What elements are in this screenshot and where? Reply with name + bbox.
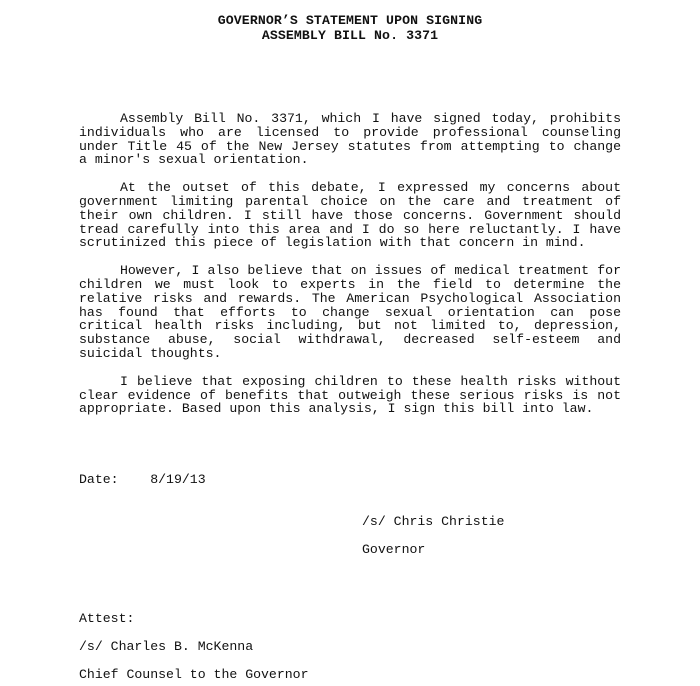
attest-signature: /s/ Charles B. McKenna	[79, 639, 254, 654]
document-title	[0, 14, 700, 43]
signature-name: /s/ Chris Christie	[362, 514, 505, 529]
attest-label: Attest:	[79, 611, 135, 626]
date-label: Date:	[79, 472, 119, 487]
paragraph-2: At the outset of this debate, I expressed my concerns about government limiting parental choice on the care and treatment of their own children. I still have those concerns. Government should tread carefully into this area and I do so here reluctantly. I have scrutinized this piece of legislation with that concern in mind.	[79, 180, 621, 251]
attest-title: Chief Counsel to the Governor	[79, 667, 309, 682]
date-line	[79, 473, 206, 487]
title-line-2: ASSEMBLY BILL No. 3371	[261, 27, 439, 43]
paragraph-4: I believe that exposing children to these health risks without clear evidence of benefits that outweigh these serious risks is not appropriate. Based upon this analysis, I sign this bill into law.	[79, 373, 621, 417]
signature-title: Governor	[362, 542, 426, 557]
title-line-1: GOVERNOR’S STATEMENT UPON SIGNING	[217, 13, 483, 28]
statement-body	[79, 112, 621, 430]
date-value: 8/19/13	[150, 472, 206, 487]
paragraph-3: However, I also believe that on issues of medical treatment for children we must look to experts in the field to determine the relative risks and rewards. The American Psychological Association has found that efforts to change sexual orientation can pose critical health risks including, but not limited to, depression, substance abuse, social withdrawal, decreased self-esteem and suicidal thoughts.	[79, 263, 621, 361]
paragraph-1: Assembly Bill No. 3371, which I have signed today, prohibits individuals who are licensed to provide professional counseling under Title 45 of the New Jersey statutes from attempting to change a minor's sexual orientation.	[79, 111, 621, 168]
